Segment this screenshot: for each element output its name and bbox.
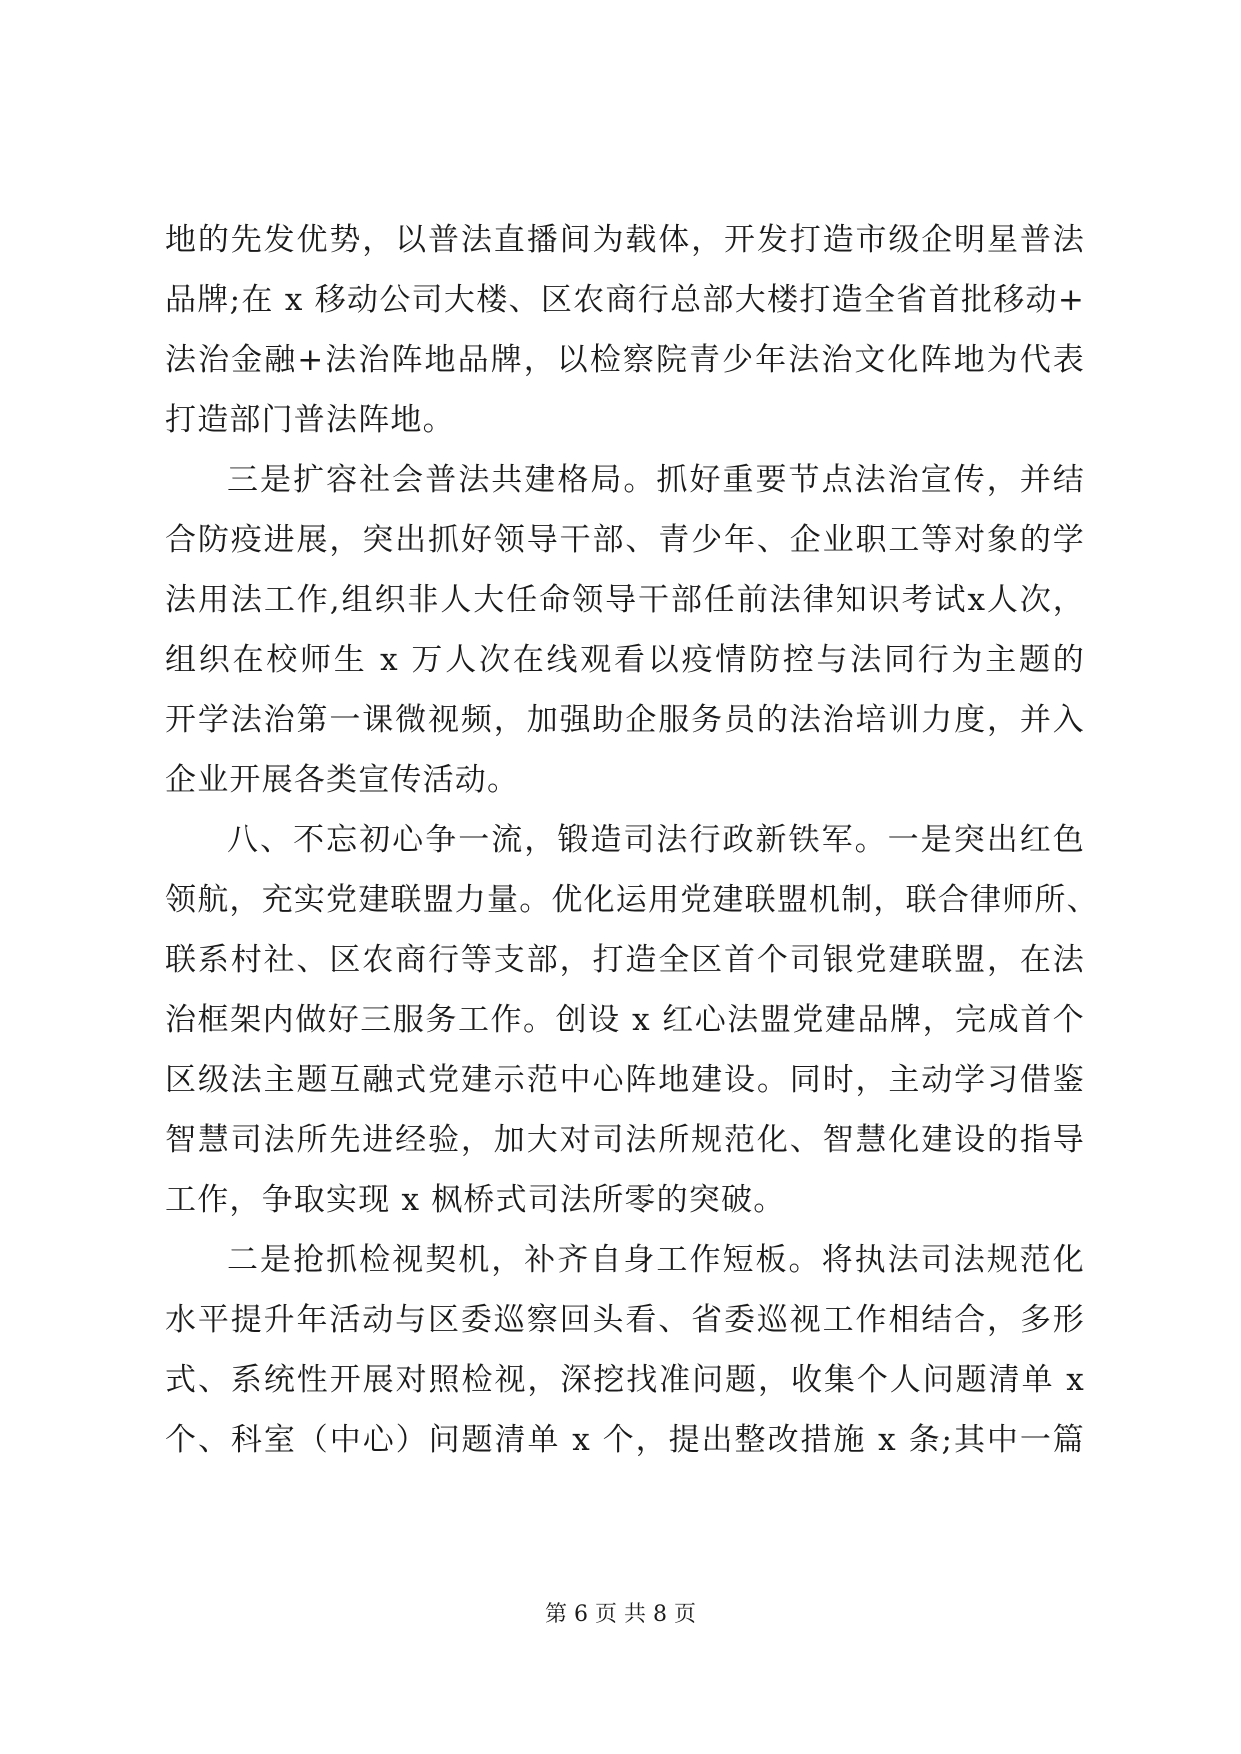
text-line: 地的先发优势，以普法直播间为载体，开发打造市级企明星普法 [165,222,1085,258]
text-line: 治框架内做好三服务工作。创设 x 红心法盟党建品牌，完成首个 [165,1002,1085,1038]
text-line: 法用法工作,组织非人大任命领导干部任前法律知识考试x人次， [165,582,1085,618]
text-line: 领航，充实党建联盟力量。优化运用党建联盟机制，联合律师所、 [165,882,1099,918]
paragraph-first-line: 二是抢抓检视契机，补齐自身工作短板。将执法司法规范化 [227,1242,1085,1278]
paragraph-first-line: 八、不忘初心争一流，锻造司法行政新铁军。一是突出红色 [227,822,1085,858]
paragraph-first-line: 三是扩容社会普法共建格局。抓好重要节点法治宣传，并结 [227,462,1085,498]
text-line: 开学法治第一课微视频，加强助企服务员的法治培训力度，并入 [165,702,1085,738]
text-line: 企业开展各类宣传活动。 [165,762,520,798]
text-line: 法治金融+法治阵地品牌，以检察院青少年法治文化阵地为代表 [165,342,1085,378]
text-line: 水平提升年活动与区委巡察回头看、省委巡视工作相结合，多形 [165,1302,1085,1338]
page-footer: 第 6 页 共 8 页 [545,1602,696,1627]
text-line: 合防疫进展，突出抓好领导干部、青少年、企业职工等对象的学 [165,522,1085,558]
text-line: 工作，争取实现 x 枫桥式司法所零的突破。 [165,1182,786,1218]
text-line: 个、科室（中心）问题清单 x 个，提出整改措施 x 条;其中一篇 [165,1422,1085,1458]
text-line: 式、系统性开展对照检视，深挖找准问题，收集个人问题清单 x [165,1362,1085,1398]
text-line: 区级法主题互融式党建示范中心阵地建设。同时，主动学习借鉴 [165,1062,1085,1098]
text-line: 打造部门普法阵地。 [165,402,455,438]
text-line: 组织在校师生 x 万人次在线观看以疫情防控与法同行为主题的 [165,642,1085,678]
text-line: 联系村社、区农商行等支部，打造全区首个司银党建联盟，在法 [165,942,1085,978]
text-line: 品牌;在 x 移动公司大楼、区农商行总部大楼打造全省首批移动+ [165,282,1085,318]
text-line: 智慧司法所先进经验，加大对司法所规范化、智慧化建设的指导 [165,1122,1085,1158]
